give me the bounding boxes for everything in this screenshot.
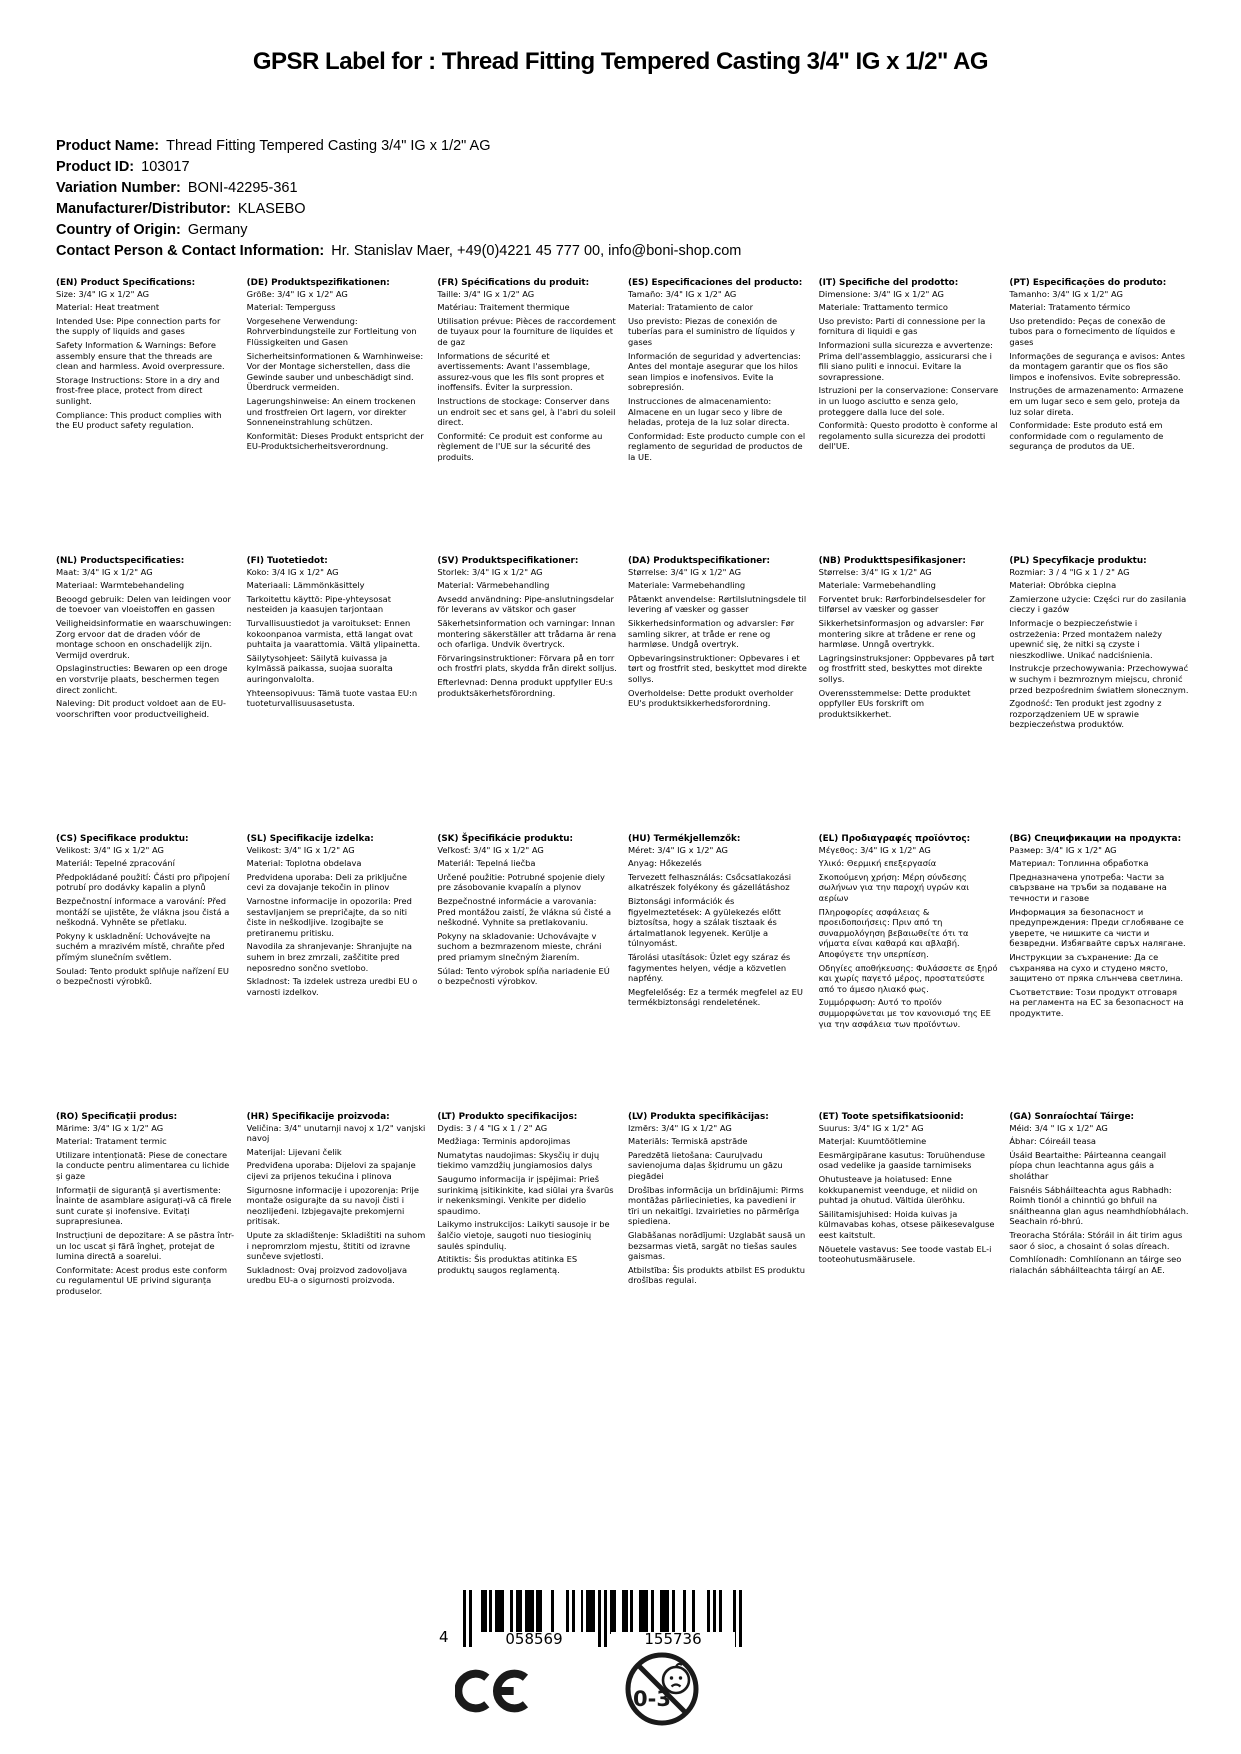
language-block-title: (PT) Especificações do produto:: [1009, 278, 1167, 288]
product-info-label: Country of Origin:: [56, 222, 181, 238]
language-block-paragraph: Úsáid Beartaithe: Páirteanna ceangail píopa chun leachtanna agus gáis a sholáthar: [1009, 1149, 1167, 1181]
language-block-paragraph: Instrucțiuni de depozitare: A se păstra într- un loc uscat și fără îngheț, protejat de lumina directă a soarelui.: [56, 1229, 235, 1262]
language-block-paragraph: Konformität: Dieses Produkt entspricht der EU-Produktsicherheitsverordnung.: [246, 430, 424, 452]
language-block-paragraph: Předpokládané použití: Části pro připojení potrubí pro dodávky kapalin a plynů: [56, 871, 230, 893]
language-block-paragraph: Materiaal: Warmtebehandeling: [56, 580, 185, 591]
language-block-paragraph: Información de seguridad y advertencias: Antes del montaje asegurar que los hilos sean limpios e inofensivos. Evite la sobrepresión.: [628, 350, 801, 393]
product-info-section: [56, 136, 1185, 262]
language-block-paragraph: Glabāšanas norādījumi: Uzglabāt sausā un bezsarmas vietā, sargāt no tiešas saules gaismas.: [628, 1229, 806, 1262]
language-block-title: (ES) Especificaciones del producto:: [628, 278, 803, 288]
language-block-paragraph: Istruzioni per la conservazione: Conservare in un luogo asciutto e senza gelo, proteggere dalla luce del sole.: [818, 385, 999, 417]
language-block-paragraph: Uso previsto: Piezas de conexión de tuberías para el suministro de líquidos y gases: [628, 315, 795, 347]
language-block-paragraph: Rozmiar: 3 / 4 "IG x 1 / 2" AG: [1009, 566, 1130, 577]
language-block-paragraph: Numatytas naudojimas: Skysčių ir dujų tiekimo vamzdžių jungiamosios dalys: [437, 1149, 600, 1171]
page-title: GPSR Label for : Thread Fitting Tempered Casting 3/4" IG x 1/2" AG: [252, 48, 989, 75]
language-block-paragraph: Naleving: Dit product voldoet aan de EU-voorschriften voor productveiligheid.: [56, 698, 227, 719]
language-block-paragraph: Safety Information & Warnings: Before assembly ensure that the threads are clean and harmless. Avoid overpressure.: [56, 339, 225, 372]
language-block-paragraph: Tervezett felhasználás: Csőcsatlakozási alkatrészek folyékony és gázellátáshoz: [628, 871, 792, 893]
language-block-paragraph: Suurus: 3/4" IG x 1/2" AG: [818, 1122, 924, 1133]
language-block-title: (ET) Toote spetsifikatsioonid:: [818, 1112, 964, 1122]
language-block-paragraph: Bezpečnostní informace a varování: Před montáží se ujistěte, že vlákna jsou čistá a neškodná. Vyhněte se přetlaku.: [56, 895, 230, 928]
language-block-paragraph: Opbevaringsinstruktioner: Opbevares i et tørt og frostfrit sted, beskyttet mod direkte sollys.: [628, 652, 807, 684]
language-block-paragraph: Pokyny k uskladnění: Uchovávejte na suchém a mrazivém místě, chraňte před přímým slunečním světlem.: [56, 930, 225, 962]
language-block-es: [628, 278, 808, 546]
language-block-title: (PL) Specyfikacje produktu:: [1009, 556, 1147, 566]
language-block-paragraph: Overholdelse: Dette produkt overholder EU's produktsikkerhedsforordning.: [628, 687, 794, 709]
product-info-row: [56, 220, 1185, 241]
language-block-paragraph: Størrelse: 3/4" IG x 1/2" AG: [818, 566, 932, 577]
age-warning-0-3-icon: [624, 1651, 700, 1727]
product-info-value: 103017: [141, 159, 190, 175]
language-block-ro: [56, 1112, 236, 1380]
language-block-paragraph: Materiál: Tepelné zpracování: [56, 858, 175, 869]
language-block-paragraph: Storage Instructions: Store in a dry and frost-free place, protect from direct sunlight.: [56, 374, 220, 406]
product-info-label: Product ID:: [56, 159, 135, 175]
language-block-paragraph: Material: Heat treatment: [56, 302, 160, 313]
language-block-paragraph: Turvallisuustiedot ja varoitukset: Ennen kokoonpanoa varmista, että langat ovat puhtaita ja vaarattomia. Vältä ylipainetta.: [246, 617, 421, 650]
product-info-label: Manufacturer/Distributor:: [56, 201, 231, 217]
product-info-value: Thread Fitting Tempered Casting 3/4" IG x 1/2" AG: [166, 138, 491, 154]
language-block-title: (SK) Špecifikácie produktu:: [437, 834, 574, 844]
language-block-paragraph: Материал: Топлинна обработка: [1009, 858, 1149, 869]
language-block-ga: [1009, 1112, 1189, 1380]
language-block-title: (FI) Tuotetiedot:: [246, 556, 328, 566]
product-info-value: BONI-42295-361: [187, 180, 298, 196]
language-block-paragraph: Lagringsinstruksjoner: Oppbevares på tørt og frostfritt sted, beskyttes mot direkte sollys.: [818, 652, 995, 684]
language-block-paragraph: Størrelse: 3/4" IG x 1/2" AG: [628, 566, 741, 577]
language-block-paragraph: Säkerhetsinformation och varningar: Innan montering säkerställer att trådarna är rena och ofarliga. Undvik övertryck.: [437, 617, 617, 650]
language-block-paragraph: Maat: 3/4" IG x 1/2" AG: [56, 566, 153, 577]
language-block-paragraph: Instrukcje przechowywania: Przechowywać w suchym i bezmroznym miejscu, chronić przed bezpośrednim światłem słonecznym.: [1009, 663, 1189, 695]
language-block-paragraph: Säilitamisjuhised: Hoida kuivas ja külmavabas kohas, otsese päikesevalguse eest kaitstult.: [818, 1208, 995, 1240]
language-block-el: [819, 834, 999, 1102]
language-block-title: (GA) Sonraíochtaí Táirge:: [1009, 1112, 1135, 1122]
language-block-paragraph: Dimensione: 3/4" IG x 1/2" AG: [818, 288, 944, 299]
language-block-cs: [56, 834, 236, 1102]
language-block-hu: [628, 834, 808, 1102]
language-block-paragraph: Forventet bruk: Rørforbindelsesdeler for tilførsel av væsker og gasser: [818, 593, 986, 615]
language-block-sv: [437, 556, 617, 824]
language-block-paragraph: Opslaginstructies: Bewaren op een droge en vorstvrije plaats, beschermen tegen direct zonlicht.: [56, 663, 228, 695]
language-block-title: (DE) Produktspezifikationen:: [246, 278, 390, 288]
language-block-paragraph: Materiał: Obróbka cieplna: [1009, 580, 1117, 591]
language-block-paragraph: Conformitate: Acest produs este conform cu regulamentul UE privind siguranța produselor.: [56, 1264, 228, 1296]
product-info-value: KLASEBO: [237, 201, 306, 217]
language-block-bg: [1009, 834, 1189, 1102]
language-block-paragraph: Συμμόρφωση: Αυτό το προϊόν συμμορφώνεται με τον κανονισμό της ΕΕ για την ασφάλεια των προϊόντων.: [818, 997, 991, 1029]
language-block-paragraph: Μέγεθος: 3/4" IG x 1/2" AG: [818, 844, 931, 855]
language-block-paragraph: Informacje o bezpieczeństwie i ostrzeżenia: Przed montażem należy upewnić się, że nitki są czyste i nieszkodliwe. Unikać nadciśnienia.: [1009, 617, 1162, 660]
language-block-paragraph: Ohutusteave ja hoiatused: Enne kokkupanemist veenduge, et niidid on puhtad ja ohutud. Vältida ülerõhku.: [818, 1173, 978, 1206]
product-info-value: Hr. Stanislav Maer, +49(0)4221 45 777 00, info@boni-shop.com: [331, 243, 742, 259]
language-block-title: (LT) Produkto specifikacijos:: [437, 1112, 578, 1122]
language-block-paragraph: Paredzētā lietošana: Cauruļvadu savienojuma daļas šķidrumu un gāzu piegādei: [628, 1149, 783, 1181]
language-block-pl: [1009, 556, 1189, 824]
language-block-paragraph: Koko: 3/4 IG x 1/2" AG: [246, 566, 339, 577]
language-block-title: (SL) Specifikacije izdelka:: [246, 834, 374, 844]
language-block-paragraph: Atbilstība: Šis produkts atbilst ES produktu drošības regulai.: [628, 1264, 805, 1286]
language-block-paragraph: Material: Tratament termic: [56, 1136, 167, 1147]
language-block-paragraph: Material: Toplotna obdelava: [246, 858, 362, 869]
language-block-paragraph: Avsedd användning: Pipe-anslutningsdelar för leverans av vätskor och gaser: [437, 593, 614, 615]
language-block-paragraph: Méret: 3/4" IG x 1/2" AG: [628, 844, 728, 855]
product-info-row: [56, 136, 1185, 157]
language-block-paragraph: Размер: 3/4" IG x 1/2" AG: [1009, 844, 1117, 855]
language-block-paragraph: Megfelelőség: Ez a termék megfelel az EU termékbiztonsági rendeletének.: [628, 986, 803, 1008]
language-block-paragraph: Velikost: 3/4" IG x 1/2" AG: [56, 844, 164, 855]
language-block-title: (EN) Product Specifications:: [56, 278, 196, 288]
language-block-paragraph: Izmērs: 3/4" IG x 1/2" AG: [628, 1122, 732, 1133]
language-block-paragraph: Sukladnost: Ovaj proizvod zadovoljava uredbu EU-a o sigurnosti proizvoda.: [246, 1264, 408, 1286]
language-block-title: (RO) Specificații produs:: [56, 1112, 178, 1122]
language-block-paragraph: Materiale: Varmebehandling: [818, 580, 936, 591]
language-block-title: (HU) Termékjellemzők:: [628, 834, 741, 844]
language-block-sk: [437, 834, 617, 1102]
language-block-paragraph: Taille: 3/4" IG x 1/2" AG: [437, 288, 535, 299]
language-block-paragraph: Ábhar: Cóireáil teasa: [1009, 1136, 1096, 1147]
language-block-paragraph: Comhlíonadh: Comhlíonann an táirge seo rialachán sábháilteachta táirgí an AE.: [1009, 1254, 1182, 1275]
language-block-paragraph: Tamanho: 3/4" IG x 1/2" AG: [1009, 288, 1123, 299]
language-block-paragraph: Skladnost: Ta izdelek ustreza uredbi EU o varnosti izdelkov.: [246, 976, 418, 997]
language-block-paragraph: Soulad: Tento produkt splňuje nařízení EU o bezpečnosti výrobků.: [56, 965, 229, 987]
language-block-paragraph: Materiale: Varmebehandling: [628, 580, 746, 591]
language-block-paragraph: Информация за безопасност и предупреждения: Преди сглобяване се уверете, че нишките са чисти и безвредни. Избягвайте свръх налягане.: [1009, 906, 1186, 949]
barcode-digit-first: 4: [439, 1628, 449, 1646]
language-block-paragraph: Veličina: 3/4" unutarnji navoj x 1/2" vanjski navoj: [246, 1122, 426, 1144]
language-block-paragraph: Material: Värmebehandling: [437, 580, 550, 591]
language-block-paragraph: Predvidena uporaba: Deli za priključne cevi za dovajanje tekočin in plinov: [246, 871, 407, 893]
language-block-paragraph: Größe: 3/4" IG x 1/2" AG: [246, 288, 348, 299]
language-block-paragraph: Sikkerhetsinformasjon og advarsler: Før montering sikre at trådene er rene og harmløse. Unngå overtrykk.: [818, 617, 984, 650]
language-block-paragraph: Säilytysohjeet: Säilytä kuivassa ja kylmässä paikassa, suojaa suoralta auringonvalolta.: [246, 652, 393, 684]
language-block-paragraph: Compliance: This product complies with the EU product safety regulation.: [56, 409, 222, 431]
language-block-title: (CS) Specifikace produktu:: [56, 834, 189, 844]
language-block-paragraph: Съответствие: Този продукт отговаря на регламента на ЕС за безопасност на продуктите.: [1009, 986, 1184, 1018]
language-block-fr: [437, 278, 617, 546]
language-block-lt: [437, 1112, 617, 1380]
language-block-paragraph: Nõuetele vastavus: See toode vastab EL-i tooteohutusmäärusele.: [818, 1243, 992, 1265]
language-block-paragraph: Informações de segurança e avisos: Antes da montagem garantir que os fios são limpos e inofensivos. Evite sobrepressão.: [1009, 350, 1185, 382]
language-block-fi: [247, 556, 427, 824]
language-block-paragraph: Materiaali: Lämmönkäsittely: [246, 580, 365, 591]
language-block-paragraph: Utilizare intenționată: Piese de conectare la conducte pentru alimentarea cu lichide și gaze: [56, 1149, 230, 1181]
language-block-sl: [247, 834, 427, 1102]
language-blocks-grid: [56, 278, 1189, 1380]
language-block-paragraph: Beoogd gebruik: Delen van leidingen voor de toevoer van vloeistoffen en gassen: [56, 593, 231, 615]
language-block-paragraph: Informazioni sulla sicurezza e avvertenze: Prima dell'assemblaggio, assicurarsi che i fili siano puliti e innocui. Evitare la sovrapressione.: [818, 339, 993, 382]
language-block-paragraph: Material: Tratamento térmico: [1009, 302, 1131, 313]
product-info-row: [56, 157, 1185, 178]
barcode-digit-group2: 155736: [611, 1632, 735, 1647]
language-block-en: [56, 278, 236, 546]
language-block-paragraph: Zgodność: Ten produkt jest zgodny z rozporządzeniem UE w sprawie bezpieczeństwa produktów.: [1009, 698, 1162, 730]
language-block-paragraph: Πληροφορίες ασφάλειας & προειδοποιήσεις: Πριν από τη συναρμολόγηση βεβαιωθείτε ότι τα νήματα είναι καθαρά και αβλαβή. Αποφύγετε την υπερπίεση.: [818, 906, 969, 959]
barcode-bar: [739, 1590, 742, 1647]
language-block-paragraph: Vorgesehene Verwendung: Rohrverbindungsteile zur Fortleitung von Flüssigkeiten und Gasen: [246, 315, 417, 347]
language-block-paragraph: Drošības informācija un brīdinājumi: Pirms montāžas pārliecinieties, ka pavedieni ir tīri un nekaitīgi. Izvairieties no pārmērīga spiediena.: [628, 1184, 804, 1227]
product-info-row: [56, 241, 1185, 262]
product-info-row: [56, 178, 1185, 199]
language-block-paragraph: Storlek: 3/4" IG x 1/2" AG: [437, 566, 543, 577]
language-block-da: [628, 556, 808, 824]
language-block-nb: [819, 556, 999, 824]
language-block-paragraph: Tarkoitettu käyttö: Pipe-yhteysosat nesteiden ja kaasujen tarjontaan: [246, 593, 392, 615]
language-block-paragraph: Bezpečnostné informácie a varovania: Pred montážou zaistí, že vlákna sú čisté a neškodné. Vyhnite sa pretlakovaniu.: [437, 895, 612, 928]
language-block-paragraph: Lagerungshinweise: An einem trockenen und frostfreien Ort lagern, vor direkter Sonneneinstrahlung schützen.: [246, 395, 416, 428]
language-block-title: (BG) Спецификации на продукта:: [1009, 834, 1182, 844]
language-block-paragraph: Conformité: Ce produit est conforme au règlement de l'UE sur la sécurité des produits.: [437, 430, 603, 462]
language-block-hr: [247, 1112, 427, 1380]
language-block-paragraph: Informații de siguranță și avertismente: Înainte de asamblare asigurați-vă că firele sunt curate și inofensive. Evitați suprapresiunea.: [56, 1184, 232, 1227]
language-block-paragraph: Velikost: 3/4" IG x 1/2" AG: [246, 844, 355, 855]
language-block-paragraph: Určené použitie: Potrubné spojenie diely pre zásobovanie kvapalín a plynov: [437, 871, 605, 893]
product-info-label: Product Name:: [56, 138, 160, 154]
language-block-pt: [1009, 278, 1189, 546]
age-warning-label: 0-3: [633, 1687, 671, 1711]
language-block-paragraph: Treoracha Stórála: Stóráil in áit tirim agus saor ó sioc, a chosaint ó solas díreach.: [1009, 1229, 1183, 1251]
language-block-paragraph: Informations de sécurité et avertissements: Avant l'assemblage, assurez-vous que les fils sont propres et inoffensifs. Éviter la surpression.: [437, 350, 605, 393]
language-block-paragraph: Conformidad: Este producto cumple con el reglamento de seguridad de productos de la UE.: [628, 430, 806, 462]
language-block-paragraph: Zamierzone użycie: Części rur do zasilania cieczy i gazów: [1009, 593, 1187, 615]
language-block-title: (EL) Προδιαγραφές προϊόντος:: [818, 834, 971, 844]
barcode-digit-group1: 058569: [472, 1632, 596, 1647]
language-block-paragraph: Uso previsto: Parti di connessione per la fornitura di liquidi e gas: [818, 315, 986, 337]
language-block-title: (HR) Specifikacije proizvoda:: [246, 1112, 390, 1122]
language-block-paragraph: Overensstemmelse: Dette produktet oppfyller EUs forskrift om produktsikkerhet.: [818, 687, 971, 719]
language-block-paragraph: Instructions de stockage: Conserver dans un endroit sec et sans gel, à l'abri du soleil direct.: [437, 395, 616, 428]
language-block-paragraph: Faisnéis Sábháilteachta agus Rabhadh: Roimh tionól a chinntiú go bhfuil na snáitheanna glan agus neamhdhíobhálach. Seachain ró-bhrú.: [1009, 1184, 1189, 1227]
language-block-paragraph: Materiál: Tepelná liečba: [437, 858, 536, 869]
language-block-paragraph: Eesmärgipärane kasutus: Toruühenduse osad vedelike ja gaaside tarnimiseks: [818, 1149, 986, 1171]
language-block-paragraph: Sikkerhedsinformation og advarsler: Før samling sikrer, at tråde er rene og harmløse. Undgå overtryk.: [628, 617, 795, 650]
language-block-paragraph: Dydis: 3 / 4 "IG x 1 / 2" AG: [437, 1122, 548, 1133]
language-block-paragraph: Méid: 3/4 " IG x 1/2" AG: [1009, 1122, 1108, 1133]
language-block-title: (DA) Produktspecifikationer:: [628, 556, 771, 566]
product-info-row: [56, 199, 1185, 220]
language-block-paragraph: Material: Tratamiento de calor: [628, 302, 753, 313]
language-block-paragraph: Инструкции за съхранение: Да се съхранява на сухо и студено място, защитено от пряка слънчева светлина.: [1009, 951, 1184, 984]
product-info-value: Germany: [187, 222, 248, 238]
language-block-paragraph: Σκοπούμενη χρήση: Μέρη σύνδεσης σωλήνων για την παροχή υγρών και αερίων: [818, 871, 970, 903]
language-block-paragraph: Yhteensopivuus: Tämä tuote vastaa EU:n tuoteturvallisuusasetusta.: [246, 687, 418, 709]
language-block-paragraph: Instruções de armazenamento: Armazene em um lugar seco e sem gelo, proteja da luz solar direta.: [1009, 385, 1184, 417]
language-block-paragraph: Upute za skladištenje: Skladištiti na suhom i nepromrzlom mjestu, štititi od izravne sunčeve svjetlosti.: [246, 1229, 426, 1262]
language-block-title: (NL) Productspecificaties:: [56, 556, 185, 566]
language-block-de: [247, 278, 427, 546]
language-block-title: (FR) Spécifications du produit:: [437, 278, 590, 288]
language-block-paragraph: Laikymo instrukcijos: Laikyti sausoje ir be šalčio vietoje, saugoti nuo tiesioginių saulės spindulių.: [437, 1219, 610, 1251]
language-block-paragraph: Sigurnosne informacije i upozorenja: Prije montaže osigurajte da su navoji čisti i neozlijeđeni. Izbjegavajte prekomjerni pritisak.: [246, 1184, 419, 1227]
language-block-paragraph: Biztonsági információk és figyelmeztetések: A gyülekezés előtt biztosítsa, hogy a szálak tisztaak és ártalmatlanok legyenek. Kerülje a túlnyomást.: [628, 895, 781, 949]
product-info-label: Contact Person & Contact Information:: [56, 243, 325, 259]
language-block-paragraph: Predviđena uporaba: Dijelovi za spajanje cijevi za prijenos tekućina i plinova: [246, 1160, 416, 1181]
language-block-paragraph: Material: Temperguss: [246, 302, 336, 313]
language-block-paragraph: Varnostne informacije in opozorila: Pred sestavljanjem se prepričajte, da so niti čiste in neškodljive. Izogibajte se pretiranemu pritisku.: [246, 895, 412, 938]
language-block-paragraph: Saugumo informacija ir įspėjimai: Prieš surinkimą įsitikinkite, kad siūlai yra švarūs ir nekenksmingi. Venkite per didelio spaudimo.: [437, 1173, 614, 1216]
language-block-paragraph: Medžiaga: Terminis apdorojimas: [437, 1136, 571, 1147]
language-block-title: (IT) Specifiche del prodotto:: [818, 278, 959, 288]
language-block-paragraph: Uso pretendido: Peças de conexão de tubos para o fornecimento de líquidos e gases: [1009, 315, 1176, 347]
language-block-lv: [628, 1112, 808, 1380]
language-block-title: (LV) Produkta specifikācijas:: [628, 1112, 769, 1122]
ce-mark-icon: [455, 1660, 535, 1722]
language-block-paragraph: Conformidade: Este produto está em conformidade com o regulamento de segurança de produtos da UE.: [1009, 420, 1164, 452]
language-block-paragraph: Materiāls: Termiskā apstrāde: [628, 1136, 748, 1147]
language-block-paragraph: Atitiktis: Šis produktas atitinka ES produktų saugos reglamentą.: [437, 1254, 578, 1275]
language-block-et: [819, 1112, 999, 1380]
language-block-title: (SV) Produktspecifikationer:: [437, 556, 579, 566]
language-block-it: [819, 278, 999, 546]
language-block-paragraph: Mărime: 3/4" IG x 1/2" AG: [56, 1122, 164, 1133]
language-block-paragraph: Súlad: Tento výrobok spĺňa nariadenie EÚ o bezpečnosti výrobkov.: [437, 965, 610, 987]
language-block-paragraph: Materjal: Kuumtöötlemine: [818, 1136, 927, 1147]
language-block-paragraph: Intended Use: Pipe connection parts for the supply of liquids and gases: [56, 315, 221, 337]
language-block-paragraph: Instrucciones de almacenamiento: Almacene en un lugar seco y libre de heladas, proteja de la luz solar directa.: [628, 395, 790, 428]
language-block-paragraph: Navodila za shranjevanje: Shranjujte na suhem in brez zmrzali, zaščitite pred neposredno sončno svetlobo.: [246, 941, 412, 973]
language-block-paragraph: Οδηγίες αποθήκευσης: Φυλάσσετε σε ξηρό και χωρίς παγετό μέρος, προστατεύστε από το άμεσο ηλιακό φως.: [818, 962, 998, 994]
language-block-nl: [56, 556, 236, 824]
language-block-paragraph: Utilisation prévue: Pièces de raccordement de tuyaux pour la fourniture de liquides et de gaz: [437, 315, 616, 347]
language-block-paragraph: Veľkosť: 3/4" IG x 1/2" AG: [437, 844, 544, 855]
language-block-paragraph: Sicherheitsinformationen & Warnhinweise: Vor der Montage sicherstellen, dass die Gewinde sauber und unbeschädigt sind. Überdruck vermeiden.: [246, 350, 424, 393]
language-block-paragraph: Efterlevnad: Denna produkt uppfyller EU:s produktsäkerhetsförordning.: [437, 676, 613, 698]
language-block-paragraph: Påtænkt anvendelse: Rørtilslutningsdele til levering af væsker og gasser: [628, 593, 807, 615]
language-block-paragraph: Conformità: Questo prodotto è conforme al regolamento sulla sicurezza dei prodotti dell'UE.: [818, 420, 998, 452]
language-block-paragraph: Υλικό: Θερμική επεξεργασία: [818, 858, 937, 869]
language-block-paragraph: Pokyny na skladovanie: Uchovávajte v suchom a bezmrazenom mieste, chráni pred priamym slnečným žiarením.: [437, 930, 602, 962]
ean13-barcode: [439, 1590, 744, 1650]
language-block-paragraph: Matériau: Traitement thermique: [437, 302, 570, 313]
language-block-paragraph: Предназначена употреба: Части за свързване на тръби за подаване на течности и газове: [1009, 871, 1167, 903]
language-block-paragraph: Förvaringsinstruktioner: Förvara på en torr och frostfri plats, skydda från direkt solljus.: [437, 652, 617, 674]
language-block-paragraph: Tamaño: 3/4" IG x 1/2" AG: [628, 288, 737, 299]
language-block-title: (NB) Produkttspesifikasjoner:: [818, 556, 966, 566]
language-block-paragraph: Veiligheidsinformatie en waarschuwingen: Zorg ervoor dat de draden vóór de montage schoon en onschadelijk zijn. Vermijd overdruk.: [56, 617, 232, 660]
language-block-paragraph: Materiale: Trattamento termico: [818, 302, 948, 313]
product-info-label: Variation Number:: [56, 180, 181, 196]
language-block-paragraph: Anyag: Hőkezelés: [628, 858, 702, 869]
language-block-paragraph: Size: 3/4" IG x 1/2" AG: [56, 288, 150, 299]
language-block-paragraph: Tárolási utasítások: Üzlet egy száraz és fagymentes helyen, védje a közvetlen napfény.: [628, 951, 791, 984]
language-block-paragraph: Materijal: Lijevani čelik: [246, 1146, 342, 1157]
